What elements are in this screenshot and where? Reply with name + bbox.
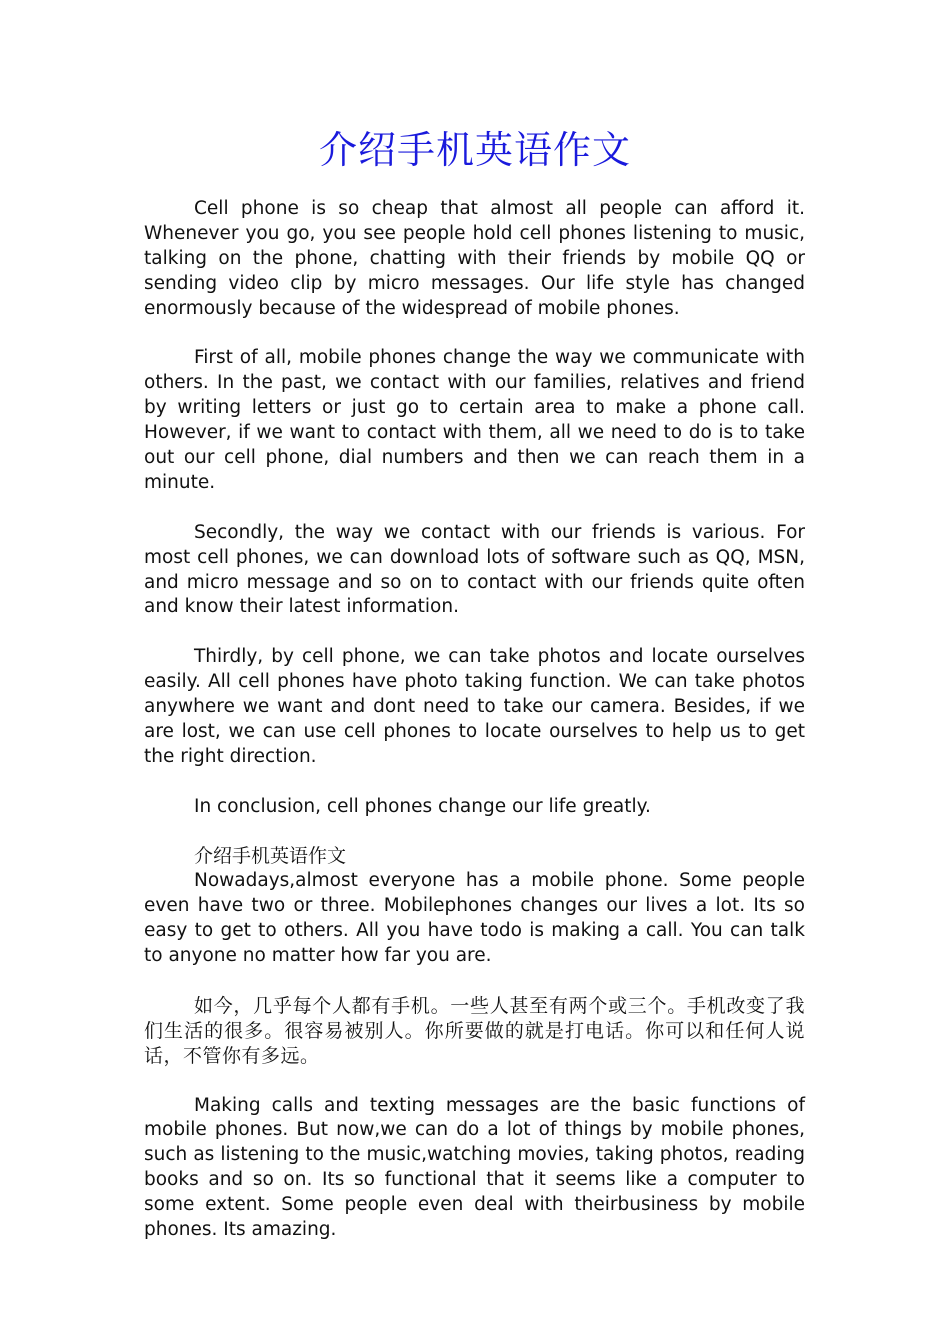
- paragraph-conclusion: In conclusion, cell phones change our life greatly.: [194, 795, 651, 817]
- document-body: [144, 197, 805, 1268]
- paragraph-functions: Making calls and texting messages are the basic functions of mobile phones. But now,we can do a lot of things by mobile phones, such as listening to the music,watching movies, taking photos, reading books and so on. Its so functional that it seems like a computer to some extent. Some people even deal with theirbusiness by mobile phones. Its amazing.: [144, 1094, 805, 1241]
- paragraph-third: Thirdly, by cell phone, we can take photos and locate ourselves easily. All cell phones have photo taking function. We can take photos anywhere we want and dont need to take our camera. Besides, if we are lost, we can use cell phones to locate ourselves to help us to get the right direction.: [144, 646, 805, 767]
- paragraph-nowadays: Nowadays,almost everyone has a mobile phone. Some people even have two or three. Mobilephones changes our lives a lot. Its so easy to get to others. All you have todo is making a call. You can talk to anyone no matter how far you are.: [144, 870, 805, 967]
- second-essay-heading: 介绍手机英语作文: [194, 845, 347, 868]
- paragraph-second: Secondly, the way we contact with our friends is various. For most cell phones, we can download lots of software such as QQ, MSN, and micro message and so on to contact with our friends quite often and know their latest information.: [144, 521, 805, 618]
- paragraph-intro: Cell phone is so cheap that almost all people can afford it. Whenever you go, you see people hold cell phones listening to music, talking on the phone, chatting with their friends by mobile QQ or sending video clip by micro messages. Our life style has changed enormously because of the widespread of mobile phones.: [144, 198, 805, 319]
- paragraph-chinese-translation: 如今，几乎每个人都有手机。一些人甚至有两个或三个。手机改变了我们生活的很多。很容易被别人。你所要做的就是打电话。你可以和任何人说话，不管你有多远。: [144, 994, 805, 1067]
- paragraph-first: First of all, mobile phones change the way we communicate with others. In the past, we contact with our families, relatives and friend by writing letters or just go to certain area to make a phone call. However, if we want to contact with them, all we need to do is to take out our cell phone, dial numbers and then we can reach them in a minute.: [144, 347, 805, 493]
- document-title: 介绍手机英语作文: [318, 128, 631, 172]
